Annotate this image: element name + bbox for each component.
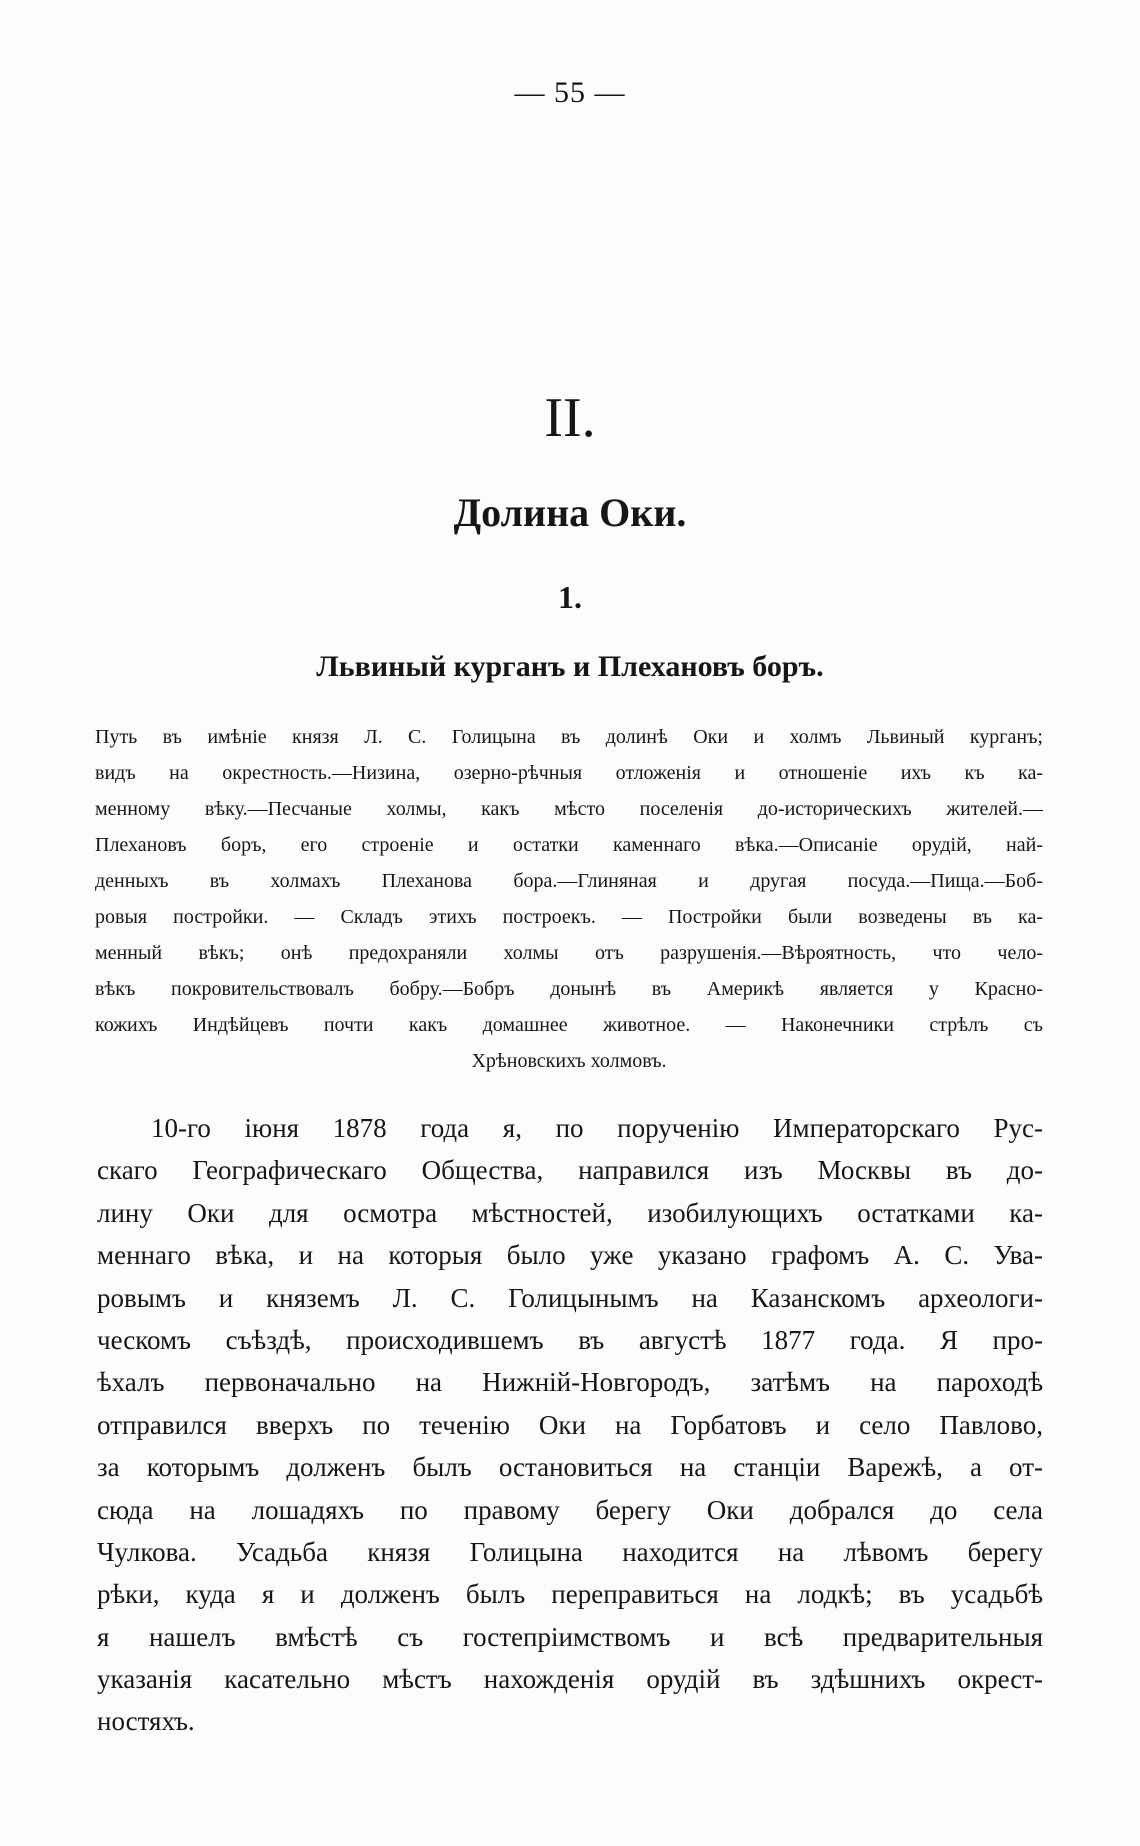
summary-line: видъ на окрестность.—Низина, озерно-рѣчныя отложенія и отношеніе ихъ къ ка-	[95, 762, 1043, 784]
chapter-title: Долина Оки.	[453, 490, 687, 535]
section-title: Львиный курганъ и Плехановъ боръ.	[316, 650, 824, 683]
summary-line: денныхъ въ холмахъ Плеханова бора.—Глиняная и другая посуда.—Пища.—Боб-	[95, 870, 1043, 892]
body-paragraph	[97, 1107, 1043, 1743]
body-line: Чулкова. Усадьба князя Голицына находится на лѣвомъ берегу	[97, 1536, 1043, 1567]
body-line: я нашелъ вмѣстѣ съ гостепріимствомъ и всѣ предварительныя	[97, 1621, 1043, 1652]
section-summary	[95, 719, 1043, 1079]
body-line: отправился вверхъ по теченію Оки на Горбатовъ и село Павлово,	[97, 1409, 1043, 1440]
section-number: 1.	[558, 579, 582, 615]
summary-line: ровыя постройки. — Складъ этихъ построекъ. — Постройки были возведены въ ка-	[95, 906, 1043, 928]
body-line: лину Оки для осмотра мѣстностей, изобилующихъ остатками ка-	[97, 1197, 1043, 1228]
summary-line: Плехановъ боръ, его строеніе и остатки каменнаго вѣка.—Описаніе орудій, най-	[95, 834, 1043, 856]
body-line: 10-го іюня 1878 года я, по порученію Императорскаго Рус-	[151, 1113, 1043, 1143]
summary-line: кожихъ Индѣйцевъ почти какъ домашнее животное. — Наконечники стрѣлъ съ	[95, 1014, 1043, 1036]
chapter-numeral: II.	[544, 387, 596, 449]
body-line: за которымъ долженъ былъ остановиться на станціи Варежѣ, а от-	[97, 1452, 1043, 1483]
body-line: ѣхалъ первоначально на Нижній-Новгородъ, затѣмъ на пароходѣ	[97, 1367, 1043, 1398]
body-line: указанія касательно мѣстъ нахожденія орудій въ здѣшнихъ окрест-	[97, 1664, 1043, 1695]
body-line: сюда на лошадяхъ по правому берегу Оки добрался до села	[97, 1494, 1043, 1525]
body-line: ностяхъ.	[97, 1706, 195, 1737]
summary-line: менному вѣку.—Песчаные холмы, какъ мѣсто поселенія до-историческихъ жителей.—	[95, 798, 1043, 820]
page-number: — 55 —	[514, 76, 626, 109]
summary-line: Путь въ имѣніе князя Л. С. Голицына въ долинѣ Оки и холмъ Львиный курганъ;	[95, 726, 1043, 748]
body-line: скаго Географическаго Общества, направился изъ Москвы въ до-	[97, 1155, 1043, 1186]
summary-line: Хрѣновскихъ холмовъ.	[471, 1050, 667, 1072]
body-line: ровымъ и княземъ Л. С. Голицынымъ на Казанскомъ археологи-	[97, 1282, 1043, 1313]
body-line: рѣки, куда я и долженъ былъ переправиться на лодкѣ; въ усадьбѣ	[97, 1579, 1043, 1610]
summary-line: вѣкъ покровительствовалъ бобру.—Бобръ донынѣ въ Америкѣ является у Красно-	[95, 978, 1043, 1000]
body-line: меннаго вѣка, и на которыя было уже указано графомъ А. С. Ува-	[97, 1240, 1043, 1271]
body-line: ческомъ съѣздѣ, происходившемъ въ августѣ 1877 года. Я про-	[97, 1324, 1043, 1355]
summary-line: менный вѣкъ; онѣ предохраняли холмы отъ разрушенія.—Вѣроятность, что чело-	[95, 942, 1043, 964]
